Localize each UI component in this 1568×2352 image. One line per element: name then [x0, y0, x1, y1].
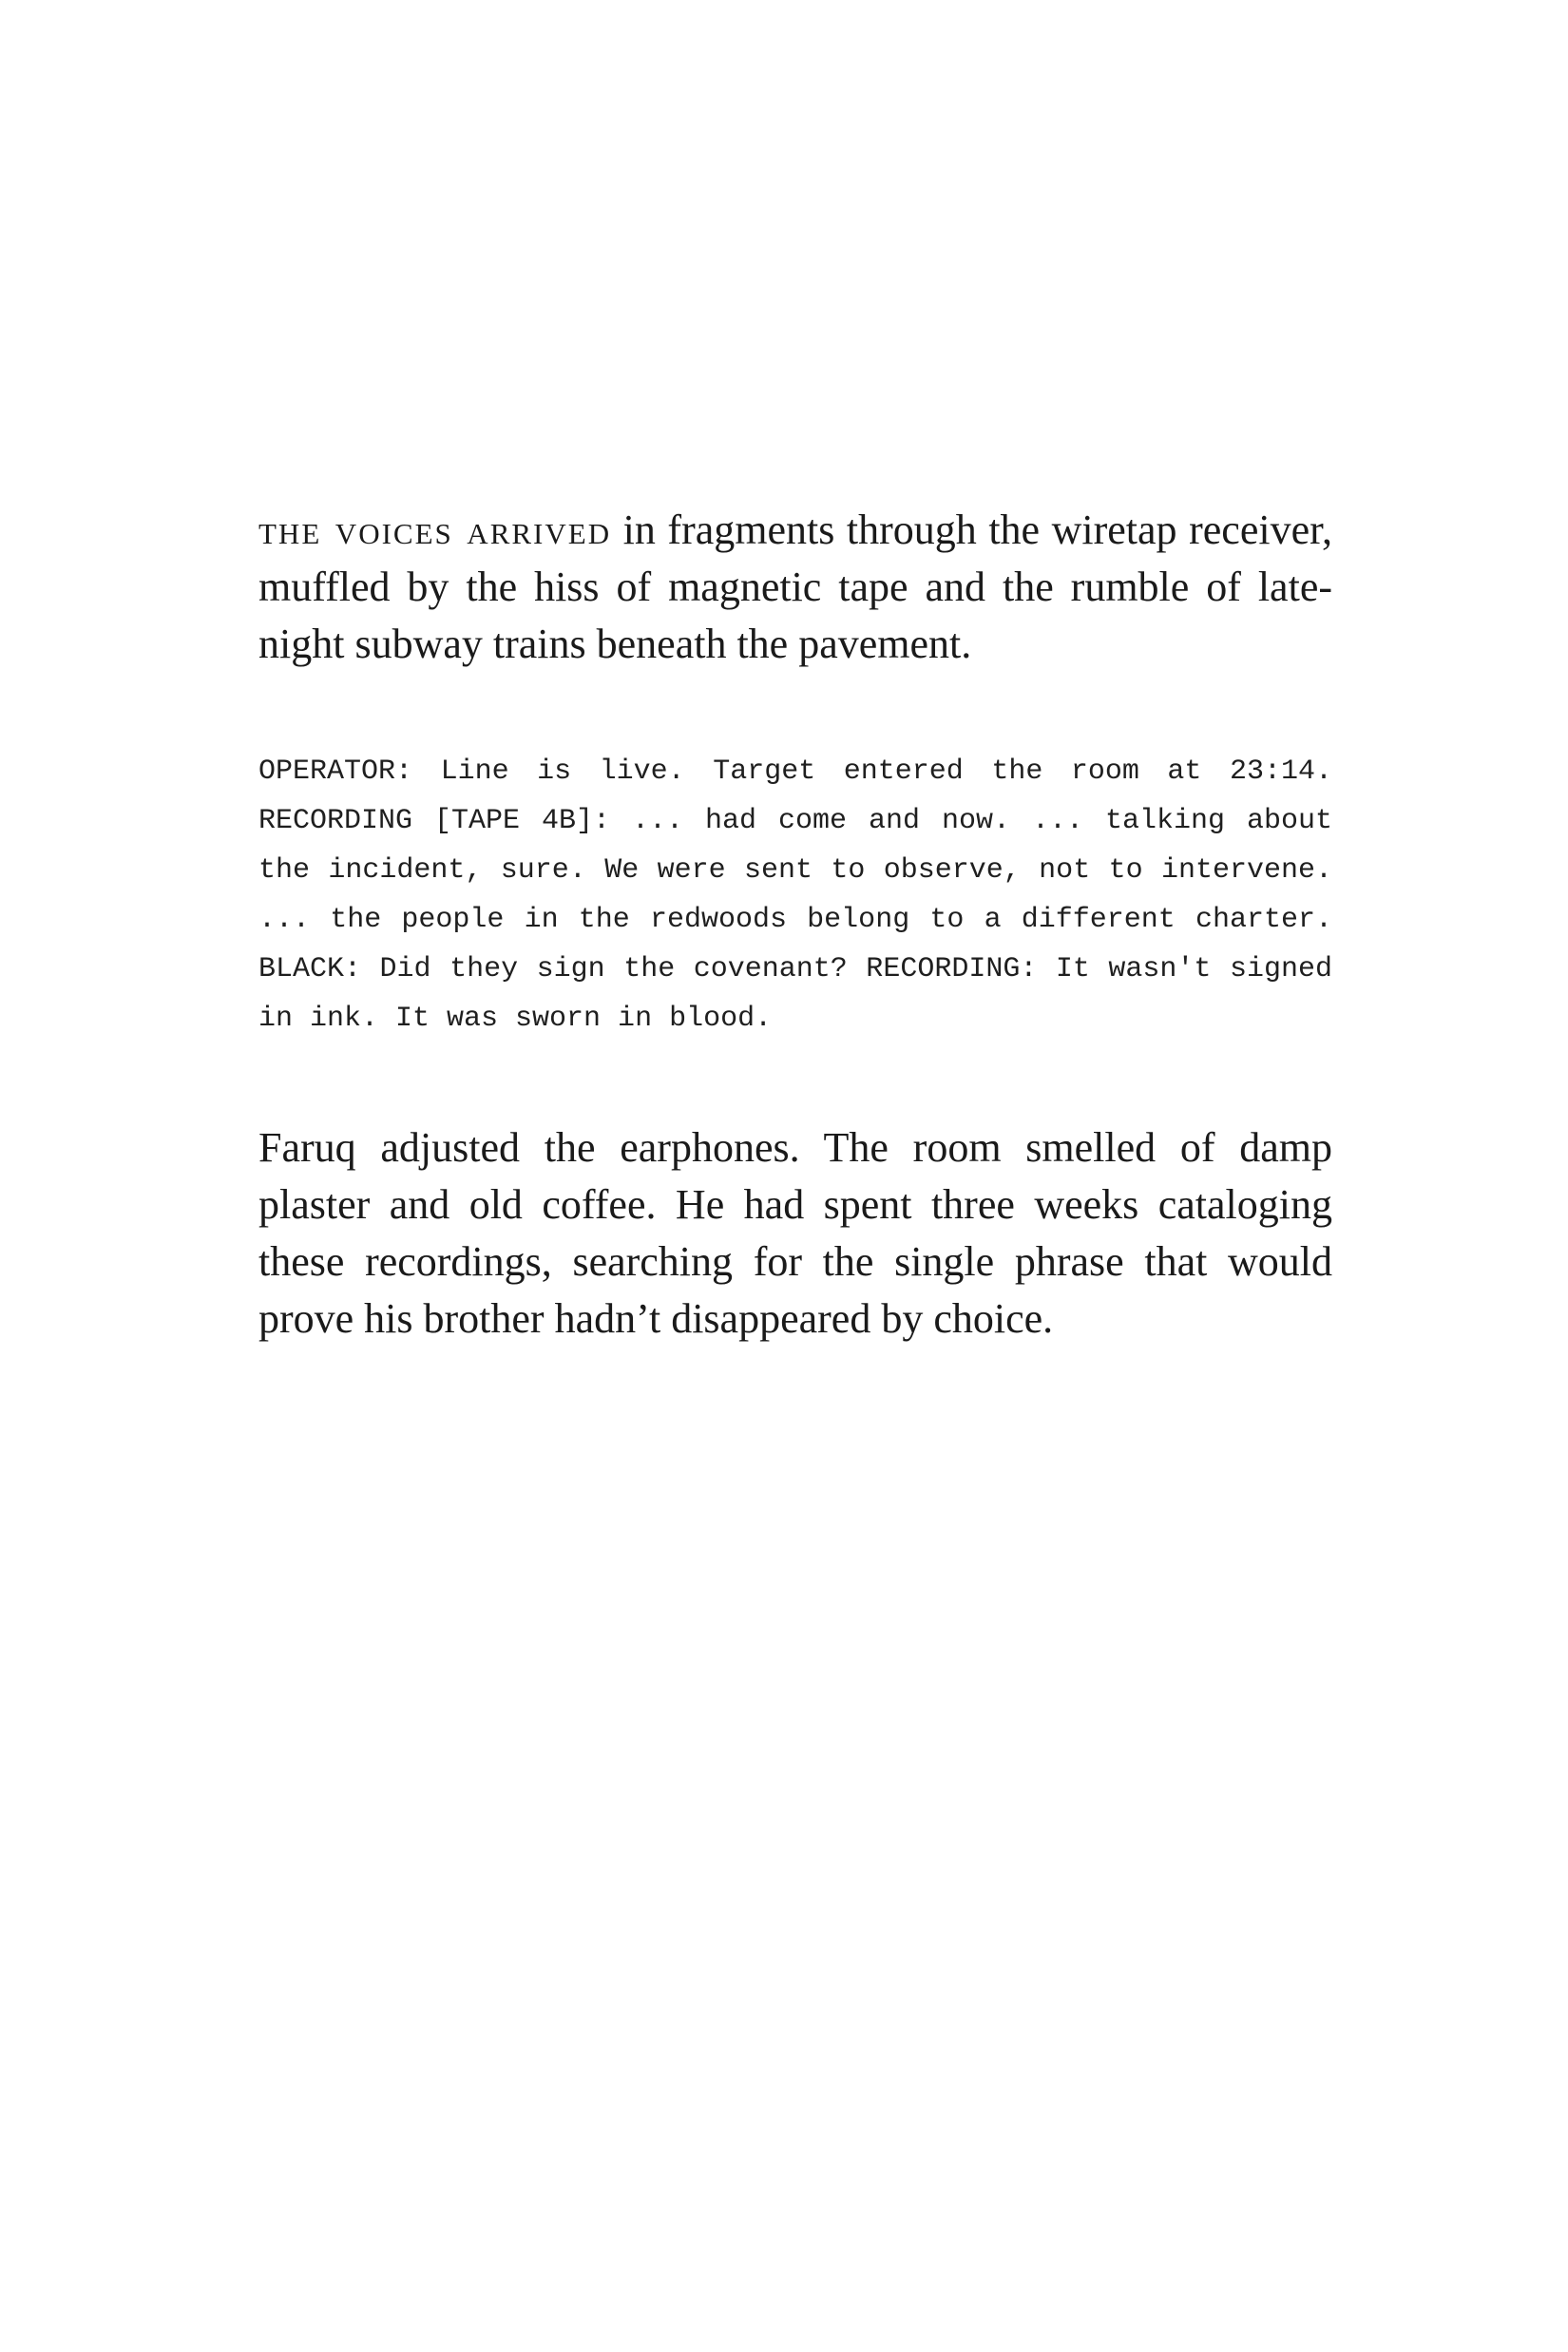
- opening-paragraph: [258, 502, 1332, 673]
- opening-text: in fragments through the wiretap receiver, muffled by the hiss of magnetic tape and the rumble of late-night subway trains beneath the pavement.: [258, 507, 1332, 667]
- narrative-paragraph: Faruq adjusted the earphones. The room smelled of damp plaster and old coffee. He had spent three weeks cataloging these recordings, searching for the single phrase that would prove his brother hadn’t disappeared by choice.: [258, 1124, 1332, 1342]
- wiretap-transcript: OPERATOR: Line is live. Target entered the room at 23:14. RECORDING [TAPE 4B]: ... had come and now. ... talking about the incident, sure. We were sent to observe, not to intervene. ... the people in the redwoods belong to a different charter. BLACK: Did they sign the covenant? RECORDING: It wasn't signed in ink. It was sworn in blood.: [258, 755, 1332, 1035]
- opening-lead-in: the voices arrived: [258, 507, 612, 553]
